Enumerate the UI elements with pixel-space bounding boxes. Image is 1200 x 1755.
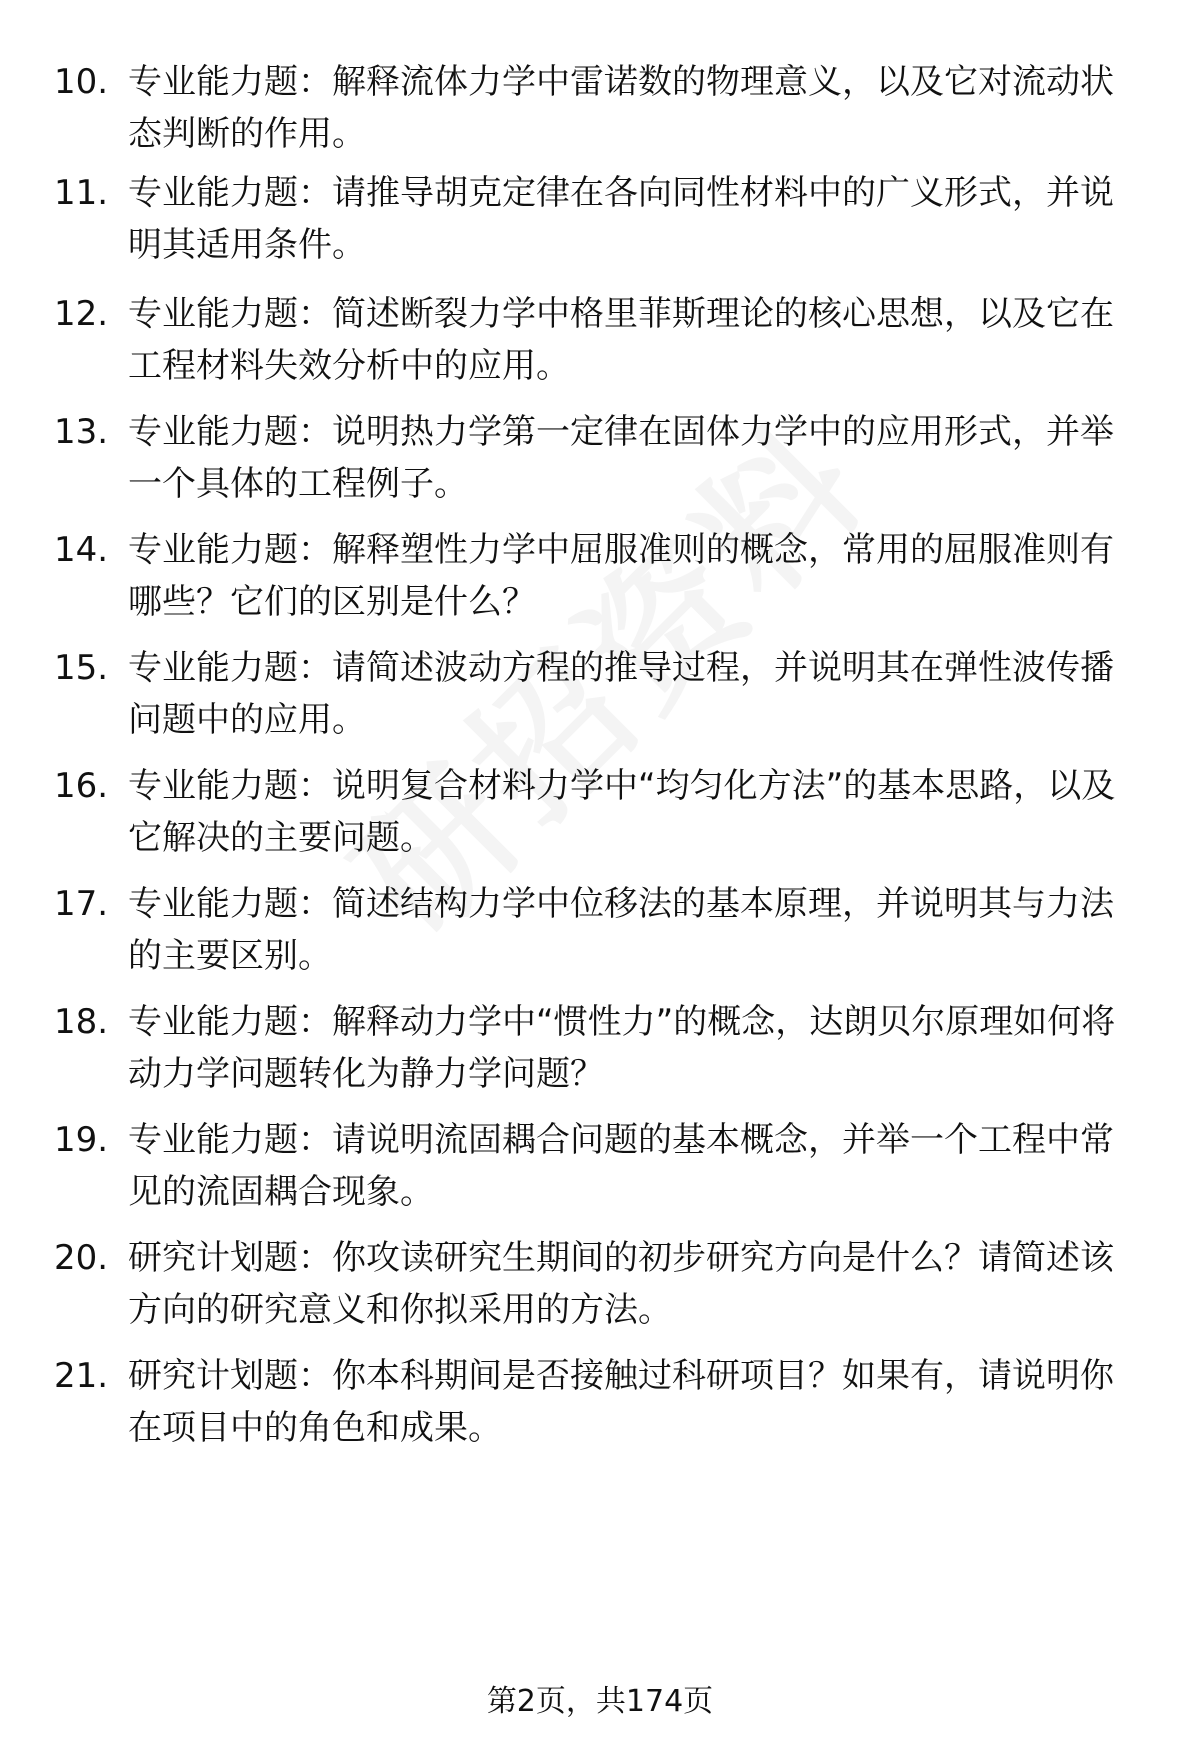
question-text: 专业能力题：解释动力学中“惯性力”的概念，达朗贝尔原理如何将动力学问题转化为静力学问题？ (128, 1002, 1116, 1094)
question-item (0, 1232, 1200, 1342)
question-number: 20. (54, 1238, 109, 1278)
question-item (0, 406, 1200, 516)
question-text: 专业能力题：解释塑性力学中屈服准则的概念，常用的屈服准则有哪些？它们的区别是什么？ (128, 530, 1114, 622)
question-text: 研究计划题：你攻读研究生期间的初步研究方向是什么？请简述该方向的研究意义和你拟采用的方法。 (128, 1238, 1114, 1330)
question-text: 专业能力题：请说明流固耦合问题的基本概念，并举一个工程中常见的流固耦合现象。 (128, 1120, 1114, 1212)
question-number: 12. (54, 294, 109, 334)
question-text: 专业能力题：请推导胡克定律在各向同性材料中的广义形式，并说明其适用条件。 (128, 173, 1114, 265)
question-item (0, 1114, 1200, 1224)
question-item (0, 996, 1200, 1106)
question-text: 专业能力题：说明复合材料力学中“均匀化方法”的基本思路，以及它解决的主要问题。 (128, 766, 1116, 858)
question-number: 11. (54, 173, 109, 213)
question-item (0, 524, 1200, 634)
question-item (0, 642, 1200, 752)
question-item (0, 288, 1200, 398)
question-number: 10. (54, 62, 109, 102)
question-item (0, 167, 1200, 277)
question-text: 研究计划题：你本科期间是否接触过科研项目？如果有，请说明你在项目中的角色和成果。 (128, 1356, 1114, 1448)
question-text: 专业能力题：简述结构力学中位移法的基本原理，并说明其与力法的主要区别。 (128, 884, 1114, 976)
question-text: 专业能力题：请简述波动方程的推导过程，并说明其在弹性波传播问题中的应用。 (128, 648, 1114, 740)
question-text: 专业能力题：解释流体力学中雷诺数的物理意义，以及它对流动状态判断的作用。 (128, 62, 1114, 154)
question-number: 19. (54, 1120, 109, 1160)
question-item (0, 878, 1200, 988)
question-item (0, 1350, 1200, 1460)
question-number: 15. (54, 648, 109, 688)
question-number: 21. (54, 1356, 109, 1396)
question-number: 18. (54, 1002, 109, 1042)
question-number: 13. (54, 412, 109, 452)
question-number: 14. (54, 530, 109, 570)
question-number: 17. (54, 884, 109, 924)
question-item (0, 56, 1200, 166)
question-text: 专业能力题：简述断裂力学中格里菲斯理论的核心思想，以及它在工程材料失效分析中的应用。 (128, 294, 1114, 386)
question-text: 专业能力题：说明热力学第一定律在固体力学中的应用形式，并举一个具体的工程例子。 (128, 412, 1114, 504)
question-number: 16. (54, 766, 109, 806)
page-footer: 第2页，共174页 (486, 1684, 714, 1719)
question-item (0, 760, 1200, 870)
